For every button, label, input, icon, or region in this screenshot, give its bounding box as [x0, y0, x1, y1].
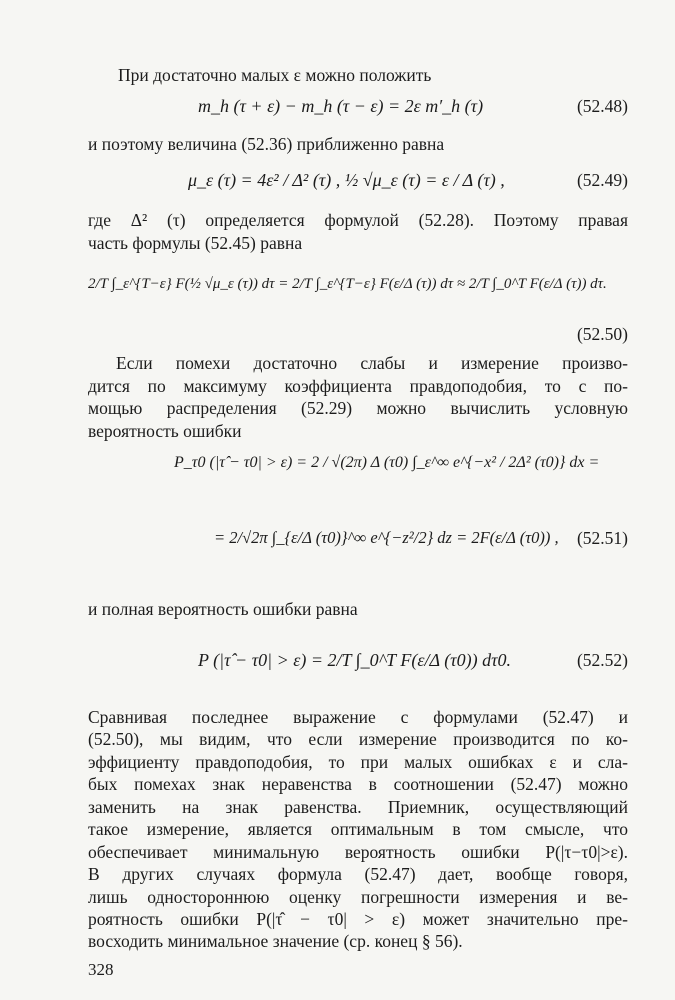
paragraph-compare-line-8: В других случаях формула (52.47) дает, вообще говоря,	[88, 864, 628, 884]
equation-52-51-number: (52.51)	[576, 528, 628, 548]
paragraph-where-line-1: где Δ² (τ) определяется формулой (52.28). Поэтому правая	[88, 210, 628, 230]
paragraph-compare-line-7: обеспечивает минимальную вероятность ошибки P(|τ−τ0|>ε).	[88, 842, 628, 862]
paragraph-where-line-2: часть формулы (52.45) равна	[88, 233, 303, 253]
equation-52-51-second	[88, 528, 628, 568]
equation-52-48-number: (52.48)	[576, 96, 628, 116]
intro-line: При достаточно малых ε можно положить	[118, 65, 432, 85]
paragraph-compare-line-3: эффициенту правдоподобия, то при малых ошибках ε и сла-	[88, 752, 628, 772]
equation-52-48-formula: m_h (τ + ε) − m_h (τ − ε) = 2ε m′_h (τ)	[198, 96, 484, 116]
paragraph-if-line-3: мощью распределения (52.29) можно вычислить условную	[88, 398, 628, 418]
equation-52-49-number: (52.49)	[576, 170, 628, 190]
paragraph-compare-line-5: заменить на знак равенства. Приемник, осуществляющий	[88, 797, 628, 817]
page-number: 328	[88, 960, 114, 979]
paragraph-compare-line-1: Сравнивая последнее выражение с формулами (52.47) и	[88, 707, 628, 727]
equation-52-50	[88, 276, 628, 316]
paragraph-if-line-4: вероятность ошибки	[88, 421, 242, 441]
equation-52-49	[88, 170, 628, 210]
paragraph-compare-line-11: восходить минимальное значение (ср. конец § 56).	[88, 931, 463, 951]
equation-52-51-first	[88, 454, 628, 494]
paragraph-compare-line-2: (52.50), мы видим, что если измерение производится по ко-	[88, 729, 628, 749]
paragraph-if-line-1: Если помехи достаточно слабы и измерение произво-	[116, 353, 628, 373]
equation-52-49-formula: μ_ε (τ) = 4ε² / Δ² (τ) , ½ √μ_ε (τ) = ε / Δ (τ) ,	[188, 170, 505, 190]
equation-52-51-first-formula: P_τ0 (|τ̂ − τ0| > ε) = 2 / √(2π) Δ (τ0) ∫_ε^∞ e^{−x² / 2Δ² (τ0)} dx =	[174, 454, 600, 471]
paragraph-compare-line-4: бых помехах знак неравенства в соотношении (52.47) можно	[88, 774, 628, 794]
equation-52-52	[88, 650, 628, 690]
paragraph-compare-line-6: такое измерение, является оптимальным в том смысле, что	[88, 819, 628, 839]
paragraph-compare-line-9: лишь одностороннюю оценку погрешности измерения и ве-	[88, 887, 628, 907]
therefore-line: и поэтому величина (52.36) приближенно равна	[88, 134, 445, 154]
equation-52-51-second-formula: = 2/√2π ∫_{ε/Δ (τ0)}^∞ e^{−z²/2} dz = 2F(ε/Δ (τ0)) ,	[214, 528, 559, 547]
equation-52-52-number: (52.52)	[576, 650, 628, 670]
equation-52-50-number: (52.50)	[576, 324, 628, 344]
paragraph-if-line-2: дится по максимуму коэффициента правдоподобия, то с по-	[88, 376, 628, 396]
paragraph-compare-line-10: роятность ошибки P(|τ̂ − τ0| > ε) может значительно пре-	[88, 909, 628, 929]
equation-52-48	[88, 96, 628, 136]
full-probability-line: и полная вероятность ошибки равна	[88, 599, 358, 619]
equation-52-50-formula: 2/T ∫_ε^{T−ε} F(½ √μ_ε (τ)) dτ = 2/T ∫_ε^{T−ε} F(ε/Δ (τ)) dτ ≈ 2/T ∫_0^T F(ε/Δ (τ)) dτ.	[88, 276, 607, 292]
equation-52-52-formula: P (|τ̂ − τ0| > ε) = 2/T ∫_0^T F(ε/Δ (τ0)) dτ0.	[198, 650, 512, 670]
